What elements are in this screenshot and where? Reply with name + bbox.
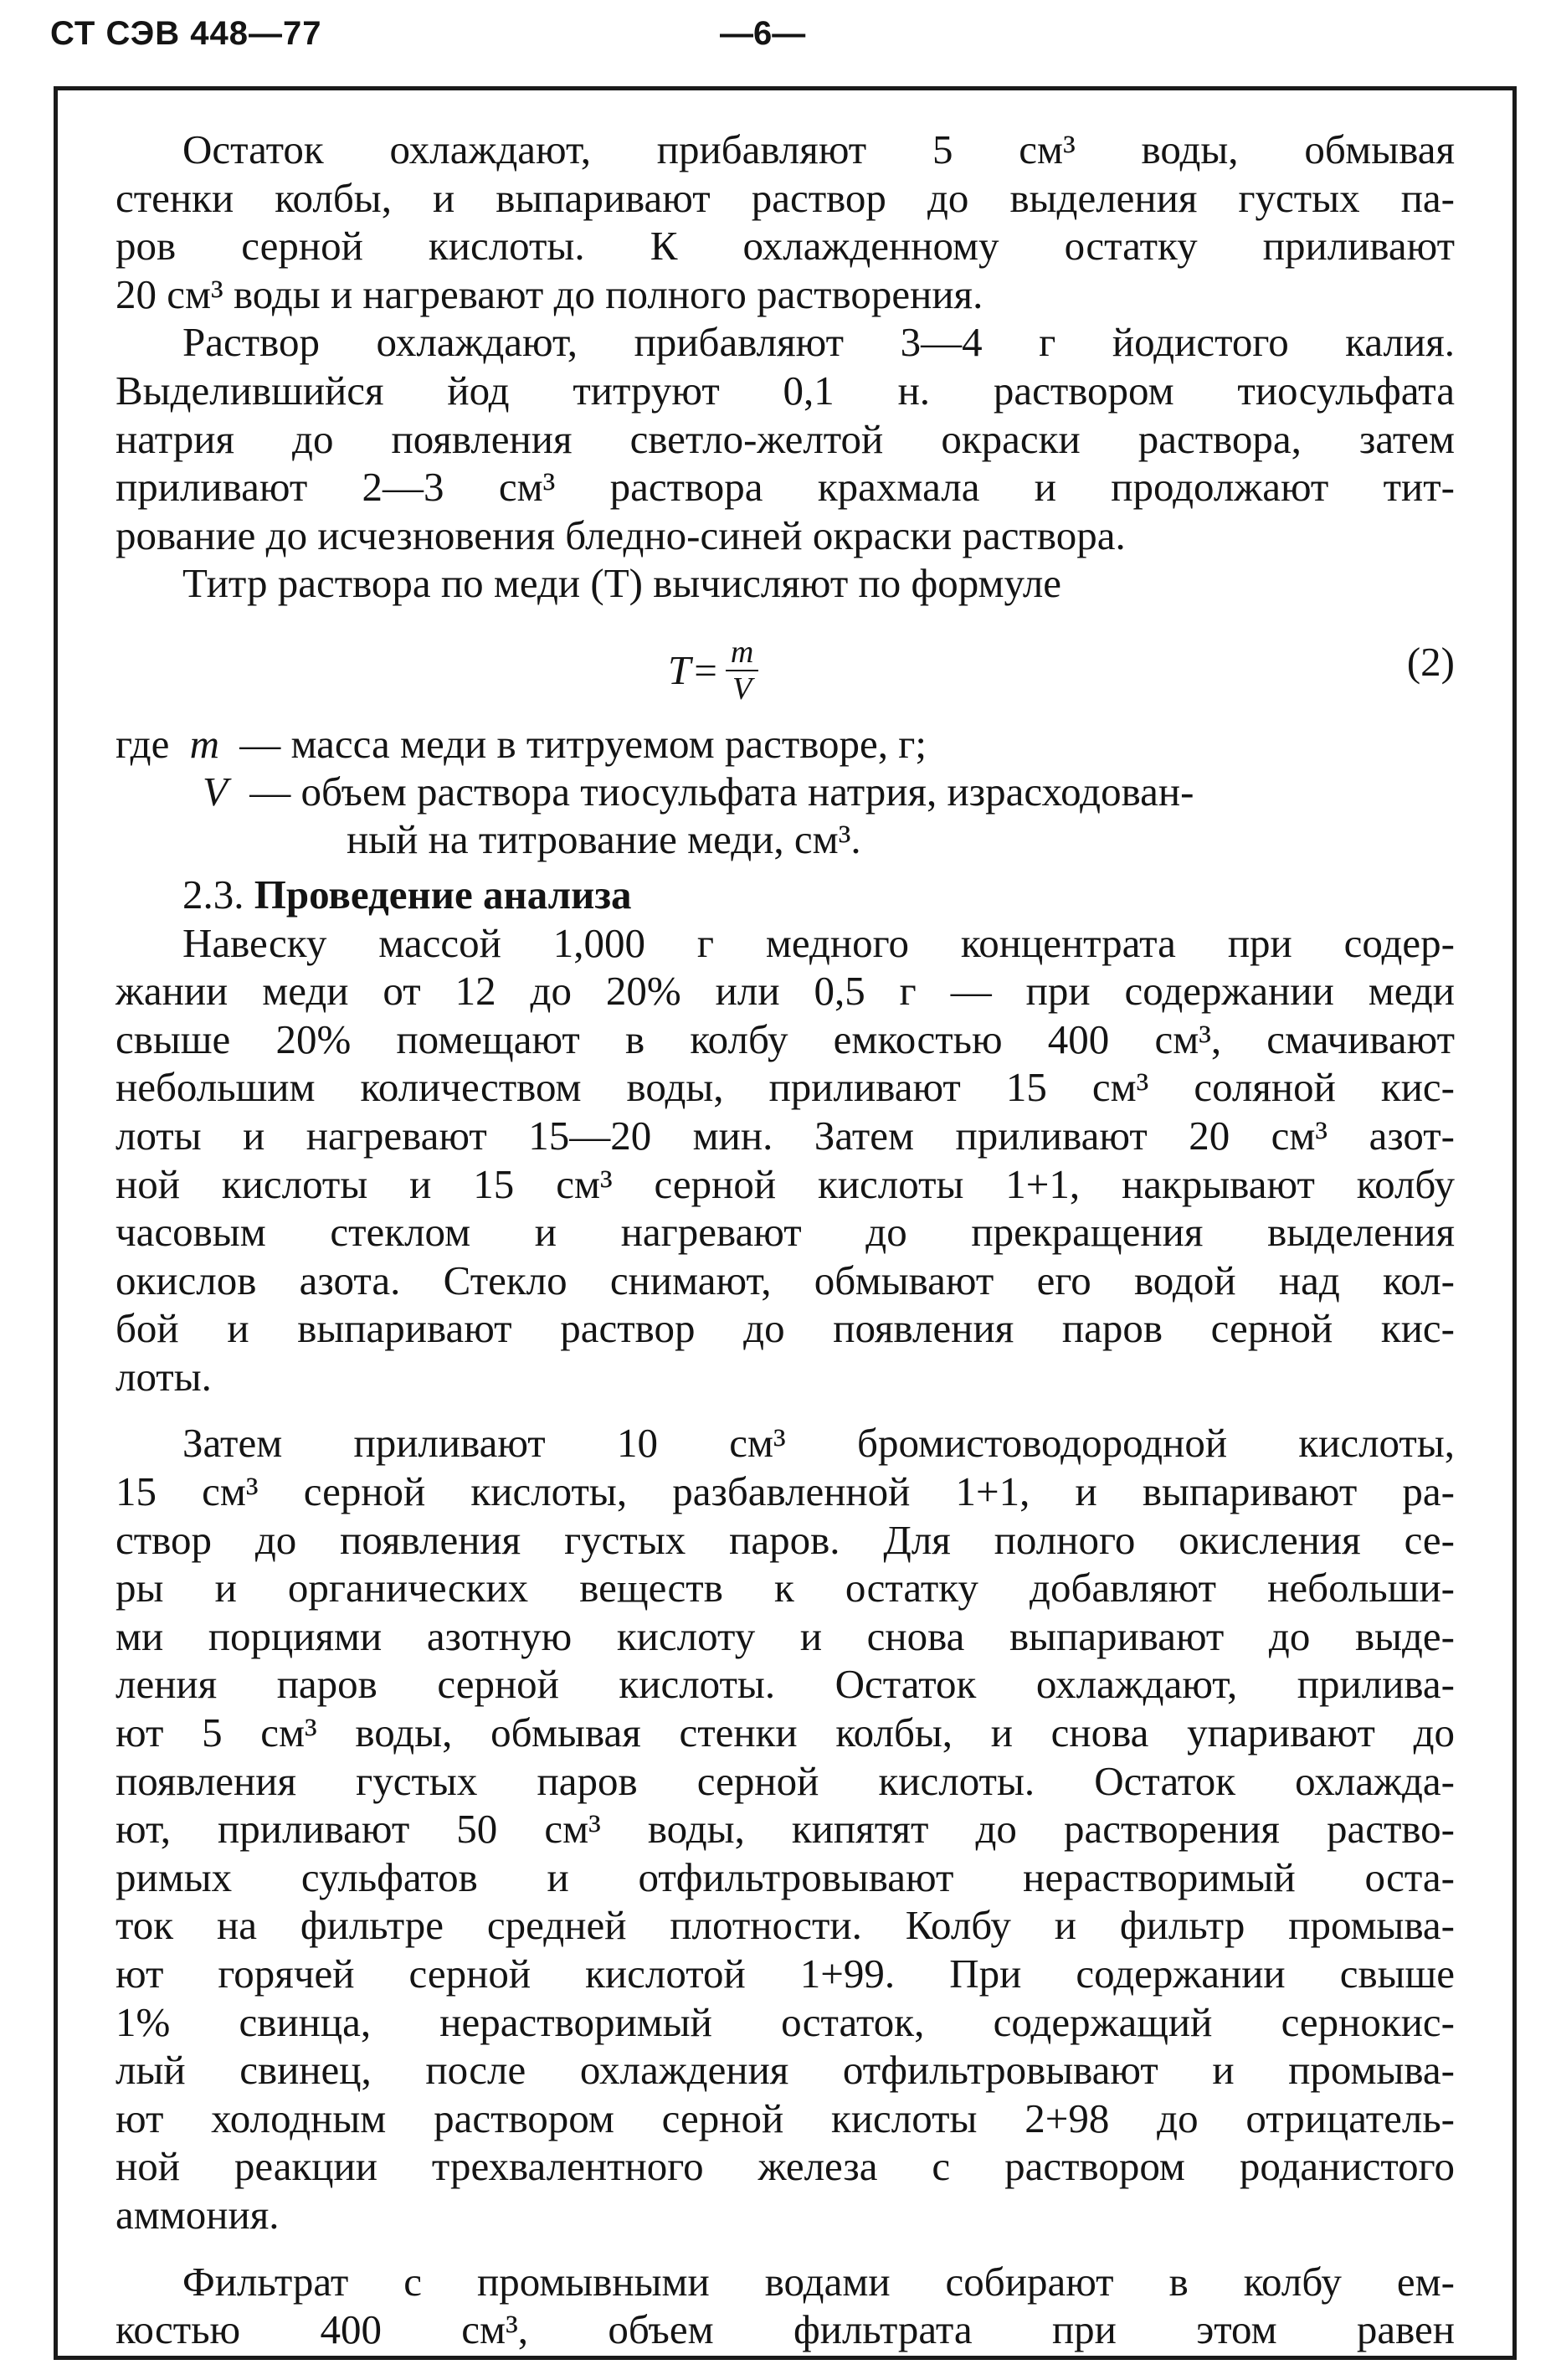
text-line: жании меди от 12 до 20% или 0,5 г — при содержании меди [116, 968, 1455, 1015]
text-line: костью 400 см³, объем фильтрата при этом равен [116, 2306, 1455, 2353]
definition-v [203, 768, 1194, 816]
variable-definitions [116, 720, 1455, 864]
paragraph-2 [116, 318, 1455, 559]
symbol-m: m [189, 720, 219, 767]
page-number: —6— [720, 15, 806, 52]
where-intro: где [116, 720, 170, 767]
text-line: появления густых паров серной кислоты. Остаток охлажда- [116, 1757, 1455, 1804]
text-line: ток на фильтре средней плотности. Колбу и фильтр промыва- [116, 1902, 1455, 1949]
page-header [0, 15, 1556, 74]
text-line: лоты. [116, 1353, 212, 1400]
text-line: стенки колбы, и выпаривают раствор до выделения густых па- [116, 174, 1455, 221]
text-line: 15 см³ серной кислоты, разбавленной 1+1, и выпаривают ра- [116, 1468, 1455, 1515]
text-line: римых сульфатов и отфильтровывают нерастворимый оста- [116, 1853, 1455, 1900]
text-line: рование до исчезновения бледно-синей окраски раствора. [116, 511, 1126, 558]
formula-expression [668, 635, 758, 707]
text-line: лый свинец, после охлаждения отфильтровывают и промыва- [116, 2047, 1455, 2094]
paragraph-4 [116, 919, 1455, 1401]
equation-number: (2) [1406, 638, 1455, 685]
standard-code: СТ СЭВ 448—77 [50, 15, 322, 52]
text-line: Навеску массой 1,000 г медного концентрата при содер- [182, 919, 1455, 966]
formula-equals: = [694, 647, 717, 694]
section-number: 2.3. [182, 871, 244, 918]
definition-v-continued: ный на титрование меди, см³. [347, 815, 861, 862]
text-line: Выделившийся йод титруют 0,1 н. раствором тиосульфата [116, 367, 1455, 414]
text-line: ми порциями азотную кислоту и снова выпаривают до выде- [116, 1612, 1455, 1659]
definition-m [116, 720, 927, 768]
text-line: аммония. [116, 2191, 280, 2238]
text-line: ют холодным раствором серной кислоты 2+98 до отрицатель- [116, 2095, 1455, 2141]
formula-denominator: V [732, 671, 752, 707]
text-line: небольшим количеством воды, приливают 15 см³ соляной кис- [116, 1064, 1455, 1111]
text-line: ют горячей серной кислотой 1+99. При содержании свыше [116, 1951, 1455, 1997]
definition-v-text: — объем раствора тиосульфата натрия, израсходован- [249, 768, 1194, 815]
text-line: Раствор охлаждают, прибавляют 3—4 г йодистого калия. [182, 319, 1455, 366]
text-line: часовым стеклом и нагревают до прекращения выделения [116, 1209, 1455, 1256]
paragraph-3 [116, 559, 1455, 608]
text-line: окислов азота. Стекло снимают, обмывают его водой над кол- [116, 1257, 1455, 1303]
text-line: ной кислоты и 15 см³ серной кислоты 1+1, накрывают колбу [116, 1160, 1455, 1207]
paragraph-5 [116, 1419, 1455, 2239]
paragraph-6 [116, 2258, 1455, 2354]
definition-m-text: — масса меди в титруемом растворе, г; [239, 720, 927, 767]
text-line: ют 5 см³ воды, обмывая стенки колбы, и снова упаривают до [116, 1709, 1455, 1756]
section-title: Проведение анализа [254, 871, 632, 918]
text-line: бой и выпаривают раствор до появления паров серной кис- [116, 1305, 1455, 1352]
symbol-v: V [203, 768, 228, 815]
text-line: ры и органических веществ к остатку добавляют небольши- [116, 1565, 1455, 1612]
text-line: 1% свинца, нерастворимый остаток, содержащий сернокис- [116, 1998, 1455, 2045]
text-line: 20 см³ воды и нагревают до полного растворения. [116, 270, 983, 317]
formula-fraction [726, 635, 758, 707]
section-heading [116, 871, 1455, 919]
text-line: ют, приливают 50 см³ воды, кипятят до растворения раство- [116, 1806, 1455, 1853]
document-body [116, 126, 1455, 2354]
text-line: ров серной кислоты. К охлажденному остатку приливают [116, 223, 1455, 270]
text-line: Остаток охлаждают, прибавляют 5 см³ воды, обмывая [182, 126, 1455, 172]
text-line: створ до появления густых паров. Для полного окисления се- [116, 1516, 1455, 1563]
text-line: свыше 20% помещают в колбу емкостью 400 см³, смачивают [116, 1015, 1455, 1062]
formula-lhs: T [668, 647, 691, 694]
text-line: Фильтрат с промывными водами собирают в колбу ем- [182, 2258, 1455, 2305]
text-line: Титр раствора по меди (T) вычисляют по формуле [182, 560, 1062, 607]
text-line: натрия до появления светло-желтой окраски раствора, затем [116, 415, 1455, 462]
paragraph-1 [116, 126, 1455, 318]
formula-numerator: m [726, 635, 758, 671]
text-line: Затем приливают 10 см³ бромистоводородной кислоты, [182, 1420, 1455, 1467]
formula-2 [116, 614, 1455, 715]
text-line: приливают 2—3 см³ раствора крахмала и продолжают тит- [116, 464, 1455, 511]
text-line: лоты и нагревают 15—20 мин. Затем приливают 20 см³ азот- [116, 1112, 1455, 1159]
text-line: ления паров серной кислоты. Остаток охлаждают, прилива- [116, 1661, 1455, 1708]
text-line: ной реакции трехвалентного железа с раствором роданистого [116, 2143, 1455, 2190]
